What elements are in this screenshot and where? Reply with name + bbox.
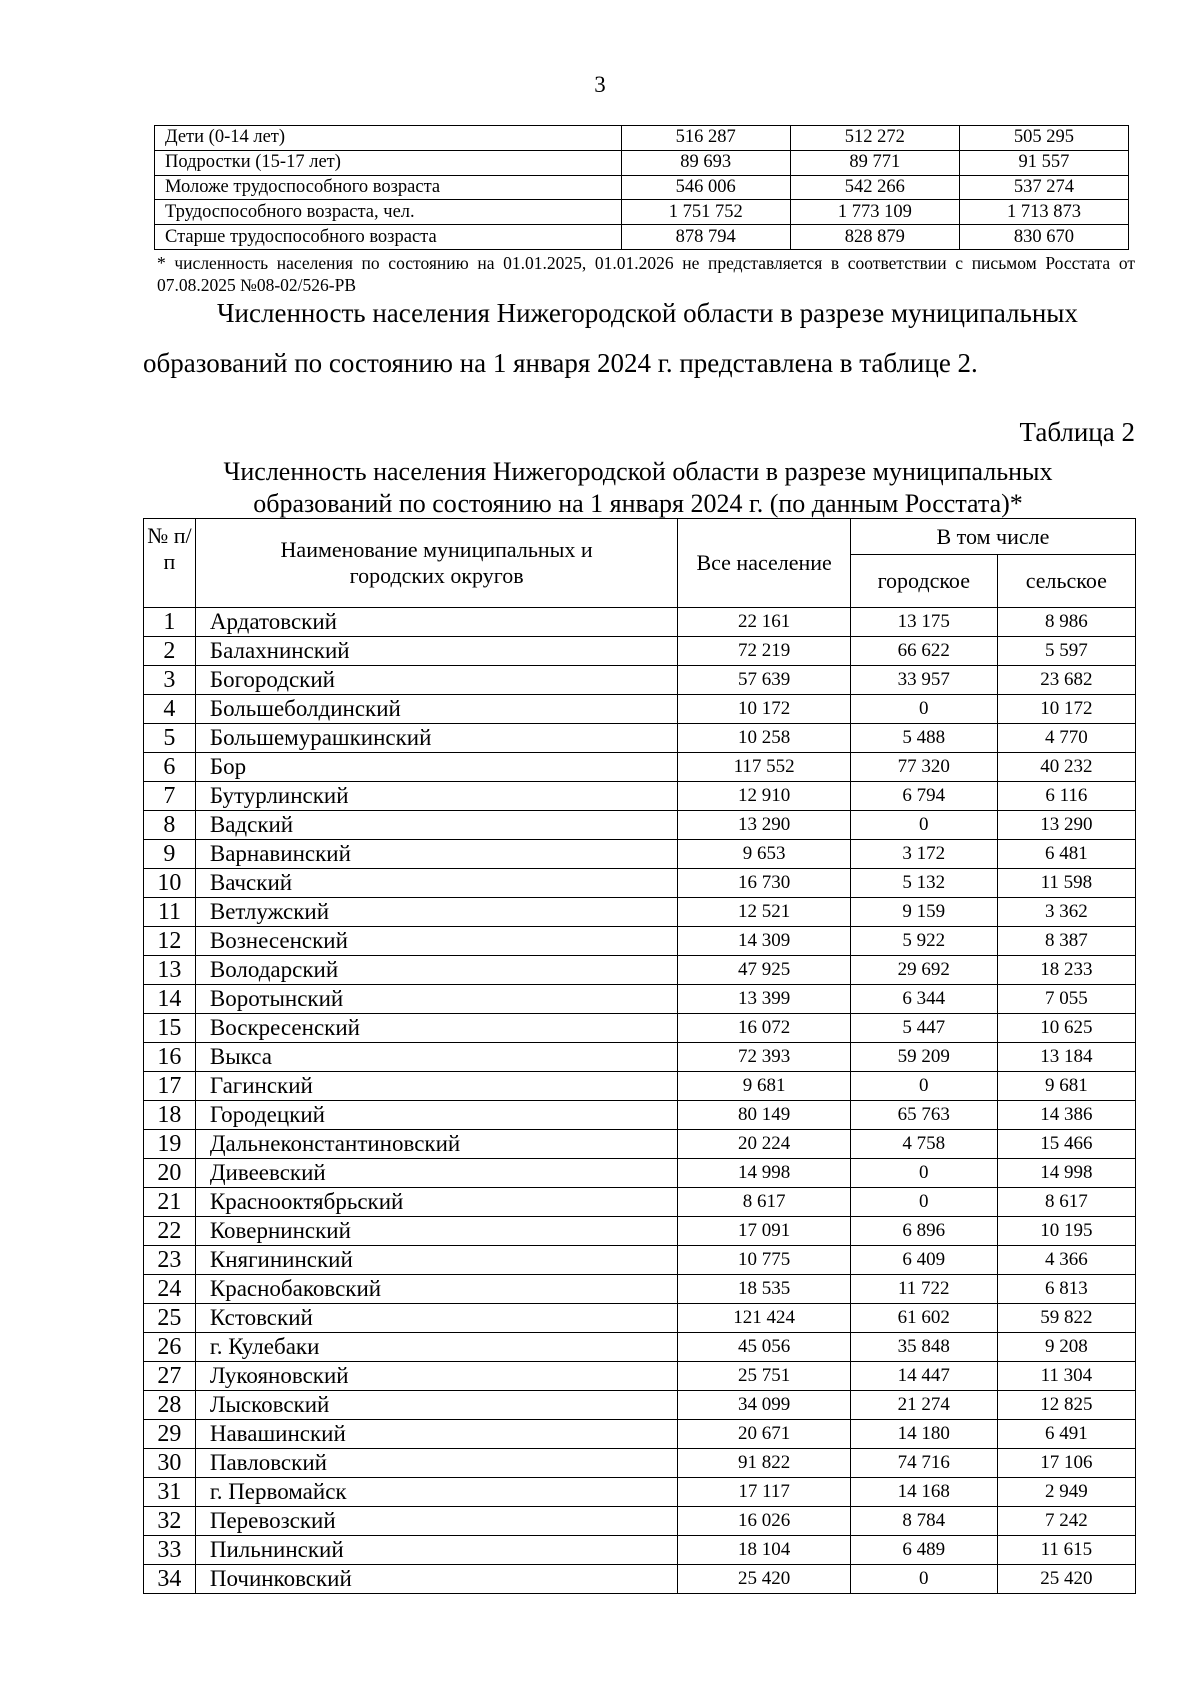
rural-population: 4 366 [997,1246,1135,1275]
age-row-value-3: 1 713 873 [959,200,1128,225]
total-population: 121 424 [678,1304,850,1333]
age-row-label: Моложе трудоспособного возраста [155,175,622,200]
rural-population: 10 172 [997,695,1135,724]
rural-population: 8 387 [997,927,1135,956]
age-table-row [155,150,1129,175]
row-number: 7 [144,782,196,811]
row-number: 29 [144,1420,196,1449]
population-row [144,869,1136,898]
table-title-line-2: образований по состоянию на 1 января 2024 г. (по данным Росстата)* [253,489,1023,518]
total-population: 80 149 [678,1101,850,1130]
rural-population: 6 491 [997,1420,1135,1449]
age-row-value-2: 1 773 109 [790,200,959,225]
rural-population: 6 481 [997,840,1135,869]
age-row-value-3: 91 557 [959,150,1128,175]
urban-population: 11 722 [850,1275,997,1304]
population-row [144,840,1136,869]
total-population: 72 219 [678,637,850,666]
rural-population: 3 362 [997,898,1135,927]
rural-population: 8 617 [997,1188,1135,1217]
table-title-line-1: Численность населения Нижегородской области в разрезе муниципальных [223,457,1053,486]
urban-population: 77 320 [850,753,997,782]
municipality-name: Бутурлинский [195,782,678,811]
municipality-name: Ардатовский [195,608,678,637]
total-population: 12 910 [678,782,850,811]
total-population: 18 535 [678,1275,850,1304]
rural-population: 18 233 [997,956,1135,985]
population-row [144,1043,1136,1072]
population-row [144,1246,1136,1275]
row-number: 5 [144,724,196,753]
table-title [143,456,1133,520]
total-population: 13 290 [678,811,850,840]
rural-population: 5 597 [997,637,1135,666]
urban-population: 0 [850,695,997,724]
municipality-name: Городецкий [195,1101,678,1130]
municipality-name: Лысковский [195,1391,678,1420]
population-row [144,1014,1136,1043]
row-number: 10 [144,869,196,898]
rural-population: 15 466 [997,1130,1135,1159]
row-number: 14 [144,985,196,1014]
urban-population: 0 [850,1188,997,1217]
population-row [144,956,1136,985]
population-row [144,608,1136,637]
urban-population: 9 159 [850,898,997,927]
total-population: 10 775 [678,1246,850,1275]
total-population: 14 998 [678,1159,850,1188]
rural-population: 59 822 [997,1304,1135,1333]
row-number: 4 [144,695,196,724]
municipality-name: Дальнеконстантиновский [195,1130,678,1159]
population-row [144,1101,1136,1130]
rural-population: 7 055 [997,985,1135,1014]
row-number: 26 [144,1333,196,1362]
population-row [144,1478,1136,1507]
population-row [144,1217,1136,1246]
population-row [144,1304,1136,1333]
population-row [144,1188,1136,1217]
age-row-label: Трудоспособного возраста, чел. [155,200,622,225]
municipality-name: Богородский [195,666,678,695]
row-number: 32 [144,1507,196,1536]
municipality-name: Большемурашкинский [195,724,678,753]
rural-population: 40 232 [997,753,1135,782]
municipality-name: Краснобаковский [195,1275,678,1304]
population-row [144,1130,1136,1159]
urban-population: 66 622 [850,637,997,666]
population-row [144,1362,1136,1391]
age-row-value-2: 828 879 [790,225,959,250]
row-number: 17 [144,1072,196,1101]
age-row-label: Дети (0-14 лет) [155,126,622,151]
urban-population: 6 794 [850,782,997,811]
total-population: 57 639 [678,666,850,695]
row-number: 27 [144,1362,196,1391]
rural-population: 13 184 [997,1043,1135,1072]
rural-population: 6 813 [997,1275,1135,1304]
row-number: 33 [144,1536,196,1565]
rural-population: 11 304 [997,1362,1135,1391]
rural-population: 13 290 [997,811,1135,840]
rural-population: 6 116 [997,782,1135,811]
total-population: 17 091 [678,1217,850,1246]
total-population: 18 104 [678,1536,850,1565]
total-population: 9 681 [678,1072,850,1101]
urban-population: 3 172 [850,840,997,869]
row-number: 31 [144,1478,196,1507]
urban-population: 74 716 [850,1449,997,1478]
rural-population: 7 242 [997,1507,1135,1536]
municipality-name: Ветлужский [195,898,678,927]
population-row [144,927,1136,956]
rural-population: 4 770 [997,724,1135,753]
urban-population: 33 957 [850,666,997,695]
total-population: 34 099 [678,1391,850,1420]
rural-population: 23 682 [997,666,1135,695]
municipality-name: Пильнинский [195,1536,678,1565]
urban-population: 0 [850,1159,997,1188]
urban-population: 65 763 [850,1101,997,1130]
rural-population: 10 195 [997,1217,1135,1246]
population-row [144,1507,1136,1536]
population-row [144,1420,1136,1449]
row-number: 12 [144,927,196,956]
municipality-name: Княгининский [195,1246,678,1275]
total-population: 22 161 [678,608,850,637]
age-row-value-3: 830 670 [959,225,1128,250]
row-number: 21 [144,1188,196,1217]
row-number: 34 [144,1565,196,1594]
row-number: 3 [144,666,196,695]
urban-population: 14 180 [850,1420,997,1449]
urban-population: 0 [850,1072,997,1101]
urban-population: 5 132 [850,869,997,898]
population-row [144,898,1136,927]
rural-population: 17 106 [997,1449,1135,1478]
municipality-name: Перевозский [195,1507,678,1536]
urban-population: 0 [850,1565,997,1594]
municipality-name: Дивеевский [195,1159,678,1188]
row-number: 16 [144,1043,196,1072]
age-structure-table [154,125,1129,250]
population-table [143,518,1136,1594]
urban-population: 14 447 [850,1362,997,1391]
population-row [144,1159,1136,1188]
age-row-value-1: 546 006 [621,175,790,200]
urban-population: 13 175 [850,608,997,637]
total-population: 91 822 [678,1449,850,1478]
age-row-value-3: 505 295 [959,126,1128,151]
population-row [144,811,1136,840]
header-including: В том числе [850,519,1135,555]
population-row [144,753,1136,782]
urban-population: 29 692 [850,956,997,985]
row-number: 22 [144,1217,196,1246]
urban-population: 5 447 [850,1014,997,1043]
age-row-value-1: 878 794 [621,225,790,250]
row-number: 24 [144,1275,196,1304]
urban-population: 6 489 [850,1536,997,1565]
rural-population: 12 825 [997,1391,1135,1420]
rural-population: 8 986 [997,608,1135,637]
urban-population: 61 602 [850,1304,997,1333]
total-population: 45 056 [678,1333,850,1362]
paragraph-line-2: образований по состоянию на 1 января 2024 г. представлена в таблице 2. [143,348,978,378]
row-number: 18 [144,1101,196,1130]
municipality-name: Кстовский [195,1304,678,1333]
total-population: 8 617 [678,1188,850,1217]
urban-population: 8 784 [850,1507,997,1536]
rural-population: 14 998 [997,1159,1135,1188]
age-row-label: Старше трудоспособного возраста [155,225,622,250]
municipality-name: Навашинский [195,1420,678,1449]
row-number: 30 [144,1449,196,1478]
row-number: 8 [144,811,196,840]
municipality-name: Лукояновский [195,1362,678,1391]
age-row-label: Подростки (15-17 лет) [155,150,622,175]
municipality-name: Воротынский [195,985,678,1014]
urban-population: 21 274 [850,1391,997,1420]
row-number: 25 [144,1304,196,1333]
urban-population: 59 209 [850,1043,997,1072]
total-population: 16 730 [678,869,850,898]
row-number: 2 [144,637,196,666]
page-number: 3 [594,72,606,97]
population-row [144,1536,1136,1565]
header-num: № п/п [144,519,196,608]
total-population: 16 026 [678,1507,850,1536]
total-population: 72 393 [678,1043,850,1072]
urban-population: 6 896 [850,1217,997,1246]
population-row [144,985,1136,1014]
header-rural: сельское [997,555,1135,608]
age-row-value-1: 1 751 752 [621,200,790,225]
total-population: 12 521 [678,898,850,927]
rural-population: 25 420 [997,1565,1135,1594]
total-population: 25 751 [678,1362,850,1391]
header-urban: городское [850,555,997,608]
total-population: 47 925 [678,956,850,985]
municipality-name: Балахнинский [195,637,678,666]
municipality-name: Вадский [195,811,678,840]
population-row [144,1391,1136,1420]
total-population: 17 117 [678,1478,850,1507]
population-row [144,1333,1136,1362]
row-number: 28 [144,1391,196,1420]
urban-population: 5 488 [850,724,997,753]
row-number: 20 [144,1159,196,1188]
urban-population: 5 922 [850,927,997,956]
rural-population: 10 625 [997,1014,1135,1043]
urban-population: 14 168 [850,1478,997,1507]
rural-population: 14 386 [997,1101,1135,1130]
row-number: 1 [144,608,196,637]
municipality-name: Воскресенский [195,1014,678,1043]
rural-population: 11 598 [997,869,1135,898]
rural-population: 9 681 [997,1072,1135,1101]
municipality-name: Володарский [195,956,678,985]
total-population: 20 224 [678,1130,850,1159]
row-number: 19 [144,1130,196,1159]
municipality-name: Большеболдинский [195,695,678,724]
footnote: * численность населения по состоянию на 01.01.2025, 01.01.2026 не представляется в соответствии с письмом Росстата от 07.08.2025 №08-02/526-РВ [157,253,1135,295]
total-population: 10 172 [678,695,850,724]
municipality-name: Починковский [195,1565,678,1594]
age-table-row [155,126,1129,151]
population-row [144,666,1136,695]
rural-population: 11 615 [997,1536,1135,1565]
municipality-name: Краснооктябрьский [195,1188,678,1217]
row-number: 23 [144,1246,196,1275]
age-row-value-2: 512 272 [790,126,959,151]
municipality-name: Ковернинский [195,1217,678,1246]
municipality-name: Вознесенский [195,927,678,956]
urban-population: 0 [850,811,997,840]
municipality-name: г. Первомайск [195,1478,678,1507]
municipality-name: Бор [195,753,678,782]
municipality-name: Варнавинский [195,840,678,869]
age-row-value-1: 516 287 [621,126,790,151]
population-row [144,637,1136,666]
population-row [144,782,1136,811]
urban-population: 4 758 [850,1130,997,1159]
population-row [144,724,1136,753]
total-population: 14 309 [678,927,850,956]
row-number: 15 [144,1014,196,1043]
population-row [144,1565,1136,1594]
age-table-row [155,200,1129,225]
urban-population: 6 344 [850,985,997,1014]
rural-population: 2 949 [997,1478,1135,1507]
total-population: 20 671 [678,1420,850,1449]
total-population: 25 420 [678,1565,850,1594]
table-caption: Таблица 2 [1019,417,1135,447]
total-population: 13 399 [678,985,850,1014]
population-row [144,1449,1136,1478]
age-row-value-3: 537 274 [959,175,1128,200]
municipality-name: г. Кулебаки [195,1333,678,1362]
paragraph-line-1: Численность населения Нижегородской области в разрезе муниципальных [217,298,1078,328]
total-population: 9 653 [678,840,850,869]
municipality-name: Павловский [195,1449,678,1478]
age-row-value-1: 89 693 [621,150,790,175]
population-row [144,1275,1136,1304]
rural-population: 9 208 [997,1333,1135,1362]
population-row [144,695,1136,724]
urban-population: 6 409 [850,1246,997,1275]
row-number: 13 [144,956,196,985]
row-number: 6 [144,753,196,782]
row-number: 11 [144,898,196,927]
age-row-value-2: 89 771 [790,150,959,175]
total-population: 16 072 [678,1014,850,1043]
municipality-name: Вачский [195,869,678,898]
municipality-name: Гагинский [195,1072,678,1101]
total-population: 117 552 [678,753,850,782]
age-table-row [155,225,1129,250]
header-total: Все население [678,519,850,608]
urban-population: 35 848 [850,1333,997,1362]
header-name: Наименование муниципальных и городских округов [195,519,678,608]
age-row-value-2: 542 266 [790,175,959,200]
row-number: 9 [144,840,196,869]
age-table-row [155,175,1129,200]
total-population: 10 258 [678,724,850,753]
municipality-name: Выкса [195,1043,678,1072]
population-row [144,1072,1136,1101]
